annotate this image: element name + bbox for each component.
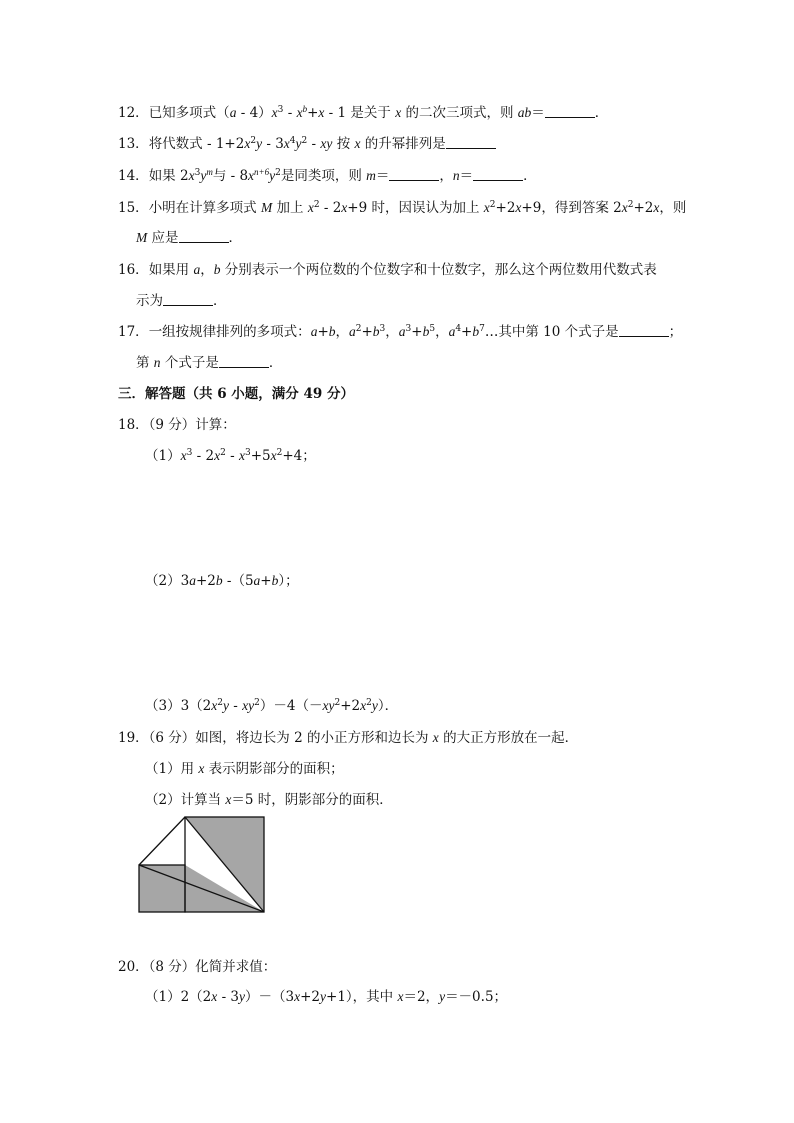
- question-13: 13．将代数式 - $1+2x^2y - 3x^4y^2$ - xy 按 x 的升幂排列是: [118, 135, 496, 153]
- question-20: 20．（8 分）化简并求值：: [118, 959, 277, 975]
- answer-blank: [545, 105, 595, 118]
- question-18-part-2: （2）3a+2b -（5a+b）；: [145, 573, 299, 589]
- answer-blank: [446, 136, 496, 149]
- squares-figure: [130, 810, 270, 920]
- question-15: 15．小明在计算多项式 M 加上 $x^2 - 2x+9$ 时，因误认为加上 $x^2+2x+9$，得到答案 $2x^2+2x$，则: [118, 200, 687, 216]
- question-12: 12．已知多项式$(a - 4)x^3 - x^b+x - 1$ 是关于 x 的二次三项式，则 ab＝ ．: [118, 104, 609, 121]
- answer-blank: [619, 324, 669, 337]
- question-14: 14．如果 $2x^3y^m$与 - $8x^{n+6}y^2$是同类项，则 m＝ ，n＝ ．: [118, 167, 537, 184]
- answer-blank: [219, 355, 269, 368]
- answer-blank-n: [473, 168, 523, 181]
- question-15-line-2: M 应是 ．: [136, 230, 243, 246]
- answer-blank: [163, 293, 213, 306]
- question-19-part-1: （1）用 x 表示阴影部分的面积；: [145, 761, 344, 777]
- question-16: 16．如果用 a，b 分别表示一个两位数的个位数字和十位数字，那么这个两位数用代数式表: [118, 262, 657, 278]
- question-18-part-1: $(1)x^3 - 2x^2 - x^3+5x^2+4$；: [145, 448, 316, 464]
- question-17-line-2: 第 n 个式子是 ．: [136, 355, 283, 371]
- question-16-line-2: 示为 ．: [136, 293, 227, 309]
- question-19: 19．（6 分）如图，将边长为 2 的小正方形和边长为 x 的大正方形放在一起．: [118, 730, 579, 746]
- answer-blank-m: [389, 168, 439, 181]
- diagonal-1: [139, 817, 185, 865]
- answer-blank: [179, 230, 229, 243]
- question-19-part-2: （2）计算当 x＝5 时，阴影部分的面积．: [145, 792, 393, 808]
- question-17: 17．一组按规律排列的多项式：a+b，$a^2+b^3$，$a^3+b^5$，$a^4+b^7\dots$其中第 10 个式子是 ；: [118, 324, 683, 340]
- question-18-part-3: $(3)3(2x^2y - xy^2)-4(-xy^2+2x^2y)$．: [145, 698, 399, 714]
- section-heading: 三．解答题（共 6 小题，满分 49 分）: [118, 386, 354, 402]
- question-18: 18．（9 分）计算：: [118, 417, 236, 433]
- question-20-part-1: （1）2（2x - 3y）－（3x+2y+1），其中 x＝2，y＝－0.5；: [145, 989, 508, 1005]
